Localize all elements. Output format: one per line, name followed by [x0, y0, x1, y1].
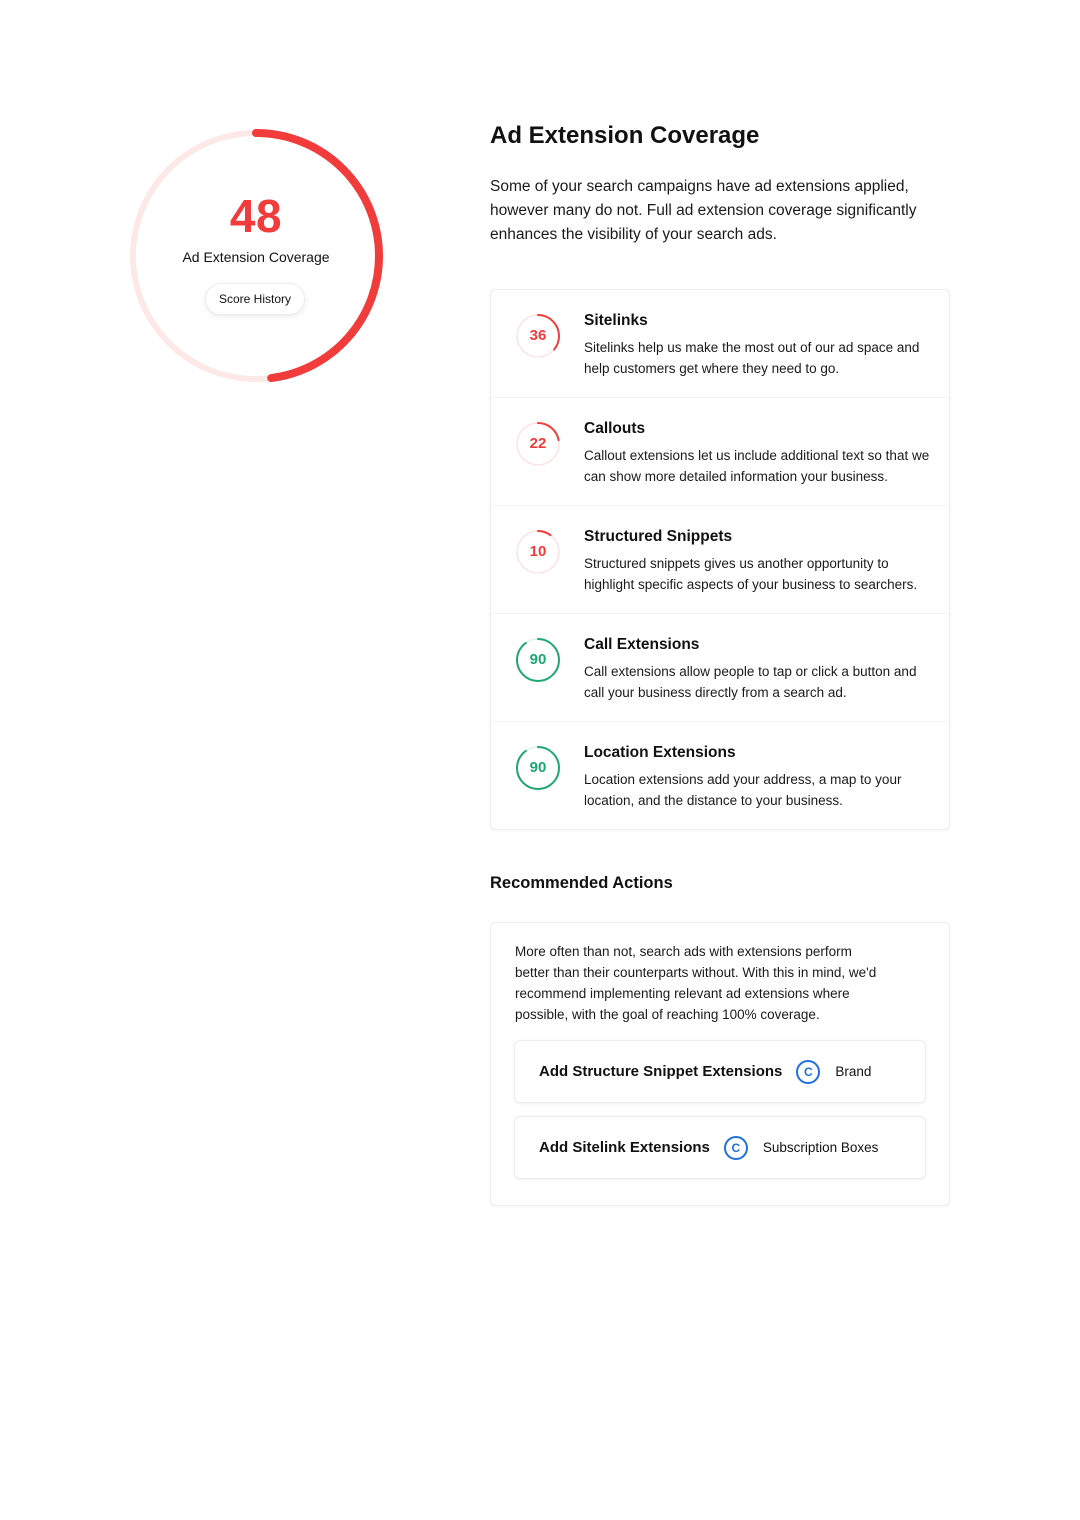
page-description: Some of your search campaigns have ad extensions applied, however many do not. Full ad extension coverage significantly enhances the visibility of your search ads. [490, 178, 917, 243]
extension-name: Callouts [584, 420, 646, 437]
extension-score-gauge [515, 637, 561, 683]
extensions-card [490, 289, 950, 830]
extension-description: Sitelinks help us make the most out of our ad space and help customers get where they need to go. [584, 340, 920, 376]
extension-description: Structured snippets gives us another opportunity to highlight specific aspects of your business to searchers. [584, 556, 918, 592]
extension-score-gauge [515, 745, 561, 791]
extension-row-callouts [491, 398, 949, 506]
extension-score: 90 [529, 651, 547, 668]
extension-name: Structured Snippets [584, 528, 733, 545]
extension-score: 36 [529, 327, 547, 344]
campaign-c-icon: C [724, 1136, 748, 1160]
extension-name: Sitelinks [584, 312, 648, 329]
action-campaign-tag: Subscription Boxes [762, 1140, 879, 1155]
extension-score: 10 [529, 543, 547, 560]
extension-name: Location Extensions [584, 744, 736, 761]
extension-score: 90 [529, 759, 547, 776]
score-value: 48 [229, 190, 283, 242]
extension-row-call-extensions [491, 614, 949, 722]
extension-name: Call Extensions [584, 636, 700, 653]
extension-score-gauge [515, 421, 561, 467]
score-gauge [127, 127, 385, 385]
recommended-actions-text: More often than not, search ads with extensions perform better than their counterparts without. With this in mind, we'd recommend implementing relevant ad extensions where possible, with the goal of reaching 100% coverage. [515, 944, 877, 1022]
extension-row-location-extensions [491, 722, 949, 829]
extension-score-gauge [515, 313, 561, 359]
extension-description: Location extensions add your address, a map to your location, and the distance to your business. [584, 772, 902, 808]
recommended-actions-card [490, 922, 950, 1206]
action-label: Add Structure Snippet Extensions [539, 1063, 783, 1080]
extension-row-structured-snippets [491, 506, 949, 614]
page-title: Ad Extension Coverage [490, 122, 760, 149]
extension-description: Call extensions allow people to tap or click a button and call your business directly from a search ad. [584, 664, 917, 700]
action-label: Add Sitelink Extensions [539, 1139, 710, 1156]
score-label: Ad Extension Coverage [182, 249, 330, 265]
recommended-actions-title: Recommended Actions [490, 874, 673, 892]
add-structure-snippet-extensions-action[interactable] [514, 1040, 926, 1103]
extension-score: 22 [529, 435, 547, 452]
extension-description: Callout extensions let us include additional text so that we can show more detailed information your business. [584, 448, 930, 484]
add-sitelink-extensions-action[interactable] [514, 1116, 926, 1179]
extension-score-gauge [515, 529, 561, 575]
campaign-c-icon: C [796, 1060, 820, 1084]
action-campaign-tag: Brand [835, 1064, 872, 1079]
score-history-button[interactable]: Score History [205, 283, 305, 315]
extension-row-sitelinks [491, 290, 949, 398]
